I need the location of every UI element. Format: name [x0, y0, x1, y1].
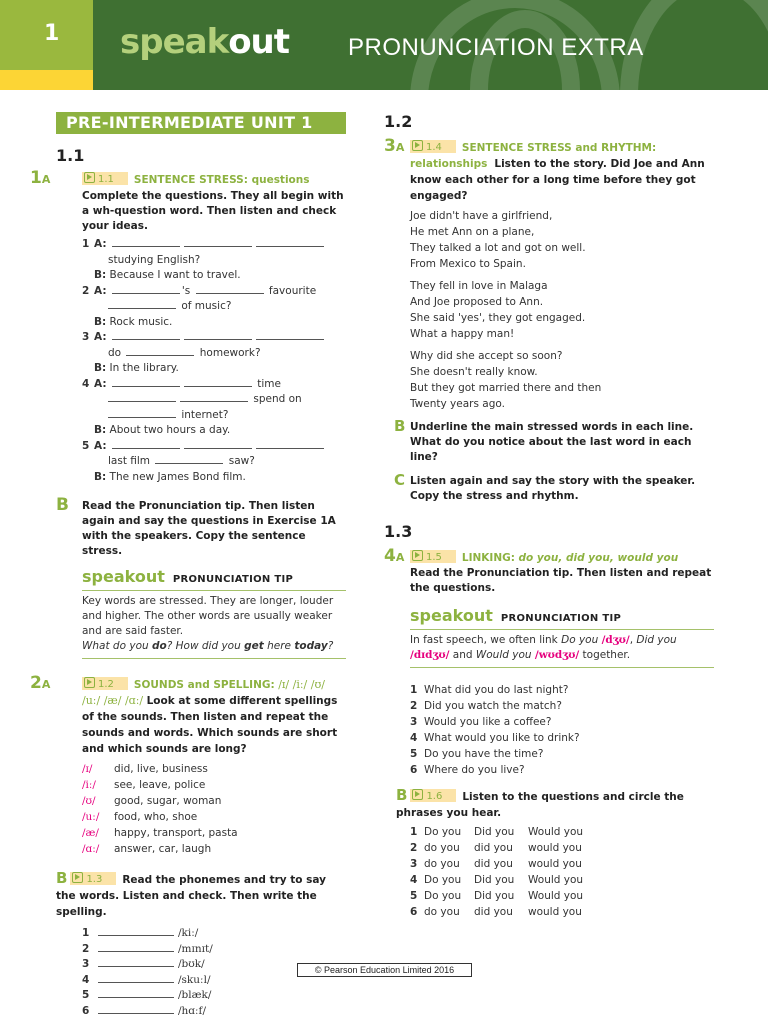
answer-blank[interactable]	[112, 330, 180, 340]
instruction: Read the phonemes and try to say the words. Listen and check. Then write the spelling.	[56, 874, 326, 918]
ex-letter: A	[42, 678, 51, 691]
item-number: 2	[410, 840, 424, 856]
phrase-option[interactable]: would you	[528, 842, 582, 854]
poem-line: Twenty years ago.	[410, 396, 714, 412]
phoneme: /uː/	[82, 809, 114, 825]
question-item	[410, 730, 714, 746]
questions-list	[410, 682, 714, 778]
b-label: B:	[94, 424, 106, 436]
example-words: answer, car, laugh	[114, 843, 211, 855]
tip-header	[410, 608, 714, 630]
phrase-option[interactable]: do you	[424, 840, 474, 856]
item-number: 4	[82, 377, 94, 393]
answer-text: The new James Bond film.	[110, 471, 246, 483]
spelling-blank[interactable]	[98, 988, 174, 998]
play-icon	[412, 550, 423, 561]
answer-blank[interactable]	[184, 330, 252, 340]
stanza	[410, 348, 714, 412]
item-number: 1	[410, 682, 424, 698]
question-item	[82, 439, 346, 455]
exercise-heading: relationships	[410, 158, 487, 170]
poem-line: They fell in love in Malaga	[410, 278, 714, 294]
question-text: do	[108, 347, 121, 359]
instruction: Read the Pronunciation tip. Then listen again and say the questions in Exercise 1A with the speakers. Copy the sentence stress.	[82, 499, 346, 559]
question-text: Would you like a coffee?	[424, 716, 551, 728]
tip-ipa: /wʊdʒʊ/	[535, 649, 579, 661]
poem-line: What a happy man!	[410, 326, 714, 342]
answer-blank[interactable]	[108, 408, 176, 418]
question-text: What would you like to drink?	[424, 732, 580, 744]
exercise-heading-block	[396, 788, 714, 821]
answer-blank[interactable]	[108, 392, 176, 402]
exercise-letter: B	[396, 786, 407, 804]
item-number: 4	[410, 730, 424, 746]
unit-tab-stripe	[0, 70, 93, 90]
item-number: 6	[82, 1004, 98, 1019]
play-icon	[412, 789, 423, 800]
play-icon	[84, 172, 95, 183]
sound-row	[82, 777, 346, 793]
phoneme: /skuːl/	[178, 974, 210, 986]
exercise-1b	[56, 499, 346, 659]
item-number: 3	[82, 330, 94, 346]
spelling-blank[interactable]	[98, 942, 174, 952]
exercise-4a	[384, 550, 714, 778]
exercise-heading: SOUNDS and SPELLING:	[134, 679, 275, 691]
item-number: 6	[410, 904, 424, 920]
tip-ipa: /dʒʊ/	[602, 634, 630, 646]
exercise-2b	[56, 871, 346, 1019]
track-number: 1.3	[86, 874, 102, 885]
exercise-number	[30, 675, 50, 693]
question-item	[410, 682, 714, 698]
instruction: Complete the questions. They all begin with a wh-question word. Then listen and check your ideas.	[82, 189, 346, 234]
tip-body	[410, 630, 714, 668]
b-label: B:	[94, 362, 106, 374]
tip-text: Key words are stressed. They are longer, louder and higher. The other words are usually weaker and are said faster.	[82, 594, 346, 639]
spelling-blank[interactable]	[98, 1004, 174, 1014]
a-label: A:	[94, 285, 107, 297]
section-heading: 1.2	[384, 114, 714, 130]
speakout-logo	[120, 34, 289, 50]
question-line	[82, 299, 346, 315]
answer-text: About two hours a day.	[110, 424, 231, 436]
phrase-row	[410, 888, 714, 904]
a-label: A:	[94, 238, 107, 250]
answer-blank[interactable]	[108, 299, 176, 309]
exercise-heading: LINKING:	[462, 552, 515, 564]
tip-phrase: Would you	[476, 649, 532, 661]
audio-track-button[interactable]	[70, 872, 116, 885]
exercise-heading: SENTENCE STRESS: questions	[134, 174, 310, 186]
tip-title: PRONUNCIATION TIP	[501, 611, 621, 627]
phrase-option[interactable]: would you	[528, 858, 582, 870]
phoneme-item	[82, 926, 346, 942]
b-label: B:	[94, 316, 106, 328]
track-number: 1.1	[98, 174, 114, 185]
phrase-option[interactable]: Did you	[474, 872, 528, 888]
play-icon	[412, 140, 423, 151]
speakout-logo: speakout	[410, 608, 493, 624]
answer-blank[interactable]	[184, 237, 252, 247]
b-label: B:	[94, 471, 106, 483]
stressed-word: do	[152, 640, 167, 652]
play-icon	[84, 677, 95, 688]
example-text: ?	[328, 640, 334, 652]
poem-line: And Joe proposed to Ann.	[410, 294, 714, 310]
answer-blank[interactable]	[196, 284, 264, 294]
question-item	[82, 237, 346, 253]
exercise-4b	[384, 788, 714, 920]
item-number: 5	[410, 746, 424, 762]
item-number: 6	[410, 762, 424, 778]
item-number: 3	[410, 856, 424, 872]
story-poem	[410, 208, 714, 412]
speakout-logo: speakout	[82, 569, 165, 585]
exercise-heading-italic: do you, did you, would you	[518, 552, 678, 564]
question-item	[410, 762, 714, 778]
a-label: A:	[94, 378, 107, 390]
answer-line	[82, 315, 346, 331]
question-item	[410, 698, 714, 714]
phrase-option[interactable]: do you	[424, 904, 474, 920]
question-text: studying English?	[82, 253, 346, 269]
poem-line: She said 'yes', they got engaged.	[410, 310, 714, 326]
exercise-heading-block	[410, 140, 714, 204]
answer-text: Because I want to travel.	[110, 269, 241, 281]
example-words: happy, transport, pasta	[114, 827, 238, 839]
audio-track-button[interactable]	[82, 677, 128, 690]
right-column	[384, 112, 714, 920]
ex-num: 2	[30, 673, 42, 693]
phoneme-item	[82, 1004, 346, 1019]
tip-text: ,	[630, 634, 637, 646]
question-text: Did you watch the match?	[424, 700, 562, 712]
answer-blank[interactable]	[184, 377, 252, 387]
question-text: of music?	[181, 300, 231, 312]
unit-bar: PRE-INTERMEDIATE UNIT 1	[56, 112, 346, 134]
question-text: What did you do last night?	[424, 684, 568, 696]
phoneme: /blæk/	[178, 989, 211, 1001]
item-number: 2	[82, 284, 94, 300]
audio-track-button[interactable]	[410, 789, 456, 802]
ex-num: 3	[384, 136, 396, 156]
phrase-grid	[410, 824, 714, 920]
audio-track-button[interactable]	[82, 172, 128, 185]
answer-blank[interactable]	[180, 392, 248, 402]
answer-line	[82, 470, 346, 486]
question-text: spend on	[253, 393, 301, 405]
item-number: 5	[410, 888, 424, 904]
question-text: saw?	[229, 455, 255, 467]
question-text: Where do you live?	[424, 764, 525, 776]
item-number: 2	[410, 698, 424, 714]
section-heading: 1.3	[384, 524, 714, 540]
sounds-list	[82, 761, 346, 857]
phrase-row	[410, 840, 714, 856]
answer-blank[interactable]	[256, 330, 324, 340]
spelling-blank[interactable]	[98, 926, 174, 936]
phoneme: /kiː/	[178, 927, 198, 939]
example-words: did, live, business	[114, 763, 208, 775]
ex-letter: A	[396, 141, 405, 154]
section-heading: 1.1	[56, 148, 346, 164]
heading-ipa: /ɪ/ /iː/ /ʊ/ /uː/ /æ/ /ɑː/	[82, 678, 325, 707]
phrase-row	[410, 872, 714, 888]
tip-example	[82, 639, 346, 654]
ex-letter: A	[396, 551, 405, 564]
ex-letter: A	[42, 173, 51, 186]
question-line	[82, 454, 346, 470]
phrase-option[interactable]: Would you	[528, 826, 583, 838]
exercise-letter: B	[56, 497, 69, 513]
question-line	[82, 408, 346, 424]
phoneme: /iː/	[82, 777, 114, 793]
answer-blank[interactable]	[256, 237, 324, 247]
item-number: 5	[82, 439, 94, 455]
answer-blank[interactable]	[126, 346, 194, 356]
exercise-3b	[384, 420, 714, 465]
phoneme: /bʊk/	[178, 958, 205, 970]
phrase-row	[410, 856, 714, 872]
instruction: Read the Pronunciation tip. Then listen and repeat the questions.	[410, 566, 714, 596]
poem-line: She doesn't really know.	[410, 364, 714, 380]
phrase-option[interactable]: would you	[528, 906, 582, 918]
exercise-number	[30, 170, 50, 188]
answer-blank[interactable]	[155, 454, 223, 464]
question-text: Do you have the time?	[424, 748, 543, 760]
track-number: 1.6	[426, 791, 442, 802]
item-number: 5	[82, 988, 98, 1004]
question-text: time	[257, 378, 281, 390]
phrase-option[interactable]: Would you	[528, 874, 583, 886]
answer-blank[interactable]	[256, 439, 324, 449]
item-number: 1	[410, 824, 424, 840]
instruction: Listen to the story. Did Joe and Ann know each other for a long time before they got engaged?	[410, 158, 705, 202]
logo-prefix: speak	[120, 22, 228, 62]
phrase-row	[410, 904, 714, 920]
question-text: 's	[182, 285, 190, 297]
instruction: Look at some different spellings of the sounds. Then listen and repeat the sounds and words. Which sounds are short and which sounds are long?	[82, 695, 337, 755]
tip-header	[82, 569, 346, 591]
answer-blank[interactable]	[112, 377, 180, 387]
poem-line: Joe didn't have a girlfriend,	[410, 208, 714, 224]
sound-row	[82, 825, 346, 841]
page-header	[0, 0, 768, 90]
question-item	[82, 377, 346, 393]
phrase-option[interactable]: Did you	[474, 824, 528, 840]
copyright-footer: © Pearson Education Limited 2016	[297, 963, 472, 977]
instruction: Underline the main stressed words in each line. What do you notice about the last word in each line?	[410, 420, 714, 465]
exercise-heading-block	[410, 550, 714, 566]
item-number: 3	[410, 714, 424, 730]
phrase-option[interactable]: Did you	[474, 888, 528, 904]
track-number: 1.2	[98, 679, 114, 690]
example-text: What do you	[82, 640, 152, 652]
question-item	[82, 284, 346, 300]
example-words: good, sugar, woman	[114, 795, 221, 807]
tip-body	[82, 591, 346, 659]
instruction: Listen to the questions and circle the phrases you hear.	[396, 791, 684, 819]
phrase-row	[410, 824, 714, 840]
question-item	[410, 746, 714, 762]
a-label: A:	[94, 440, 107, 452]
b-label: B:	[94, 269, 106, 281]
sound-row	[82, 793, 346, 809]
poem-line: They talked a lot and got on well.	[410, 240, 714, 256]
exercise-3a	[384, 140, 714, 412]
item-number: 3	[82, 957, 98, 973]
exercise-letter: B	[56, 869, 67, 887]
track-number: 1.5	[426, 552, 442, 563]
pronunciation-tip	[410, 608, 714, 668]
sound-row	[82, 841, 346, 857]
example-words: see, leave, police	[114, 779, 205, 791]
audio-track-button[interactable]	[410, 550, 456, 563]
a-label: A:	[94, 331, 107, 343]
exercise-letter: B	[394, 418, 405, 434]
logo-suffix: out	[228, 22, 289, 62]
poem-line: But they got married there and then	[410, 380, 714, 396]
example-text: here	[264, 640, 295, 652]
answer-blank[interactable]	[112, 237, 180, 247]
sound-row	[82, 809, 346, 825]
ex-num: 4	[384, 546, 396, 566]
question-line	[82, 346, 346, 362]
exercise-number	[384, 138, 404, 156]
tip-ipa: /dɪdʒʊ/	[410, 649, 449, 661]
phrase-option[interactable]: Would you	[528, 890, 583, 902]
ex-num: 1	[30, 168, 42, 188]
question-item	[410, 714, 714, 730]
stressed-word: get	[244, 640, 264, 652]
unit-number: 1	[44, 26, 59, 42]
answer-line	[82, 423, 346, 439]
tip-title: PRONUNCIATION TIP	[173, 572, 293, 588]
left-column	[56, 112, 346, 1019]
example-words: food, who, shoe	[114, 811, 197, 823]
item-number: 4	[410, 872, 424, 888]
phrase-option[interactable]: Do you	[424, 824, 474, 840]
spelling-blank[interactable]	[98, 973, 174, 983]
phoneme-item	[82, 942, 346, 958]
track-number: 1.4	[426, 142, 442, 153]
exercise-3c	[384, 474, 714, 504]
item-number: 1	[82, 926, 98, 942]
phrase-option[interactable]: did you	[474, 904, 528, 920]
poem-line: From Mexico to Spain.	[410, 256, 714, 272]
answer-blank[interactable]	[112, 439, 180, 449]
phoneme: /æ/	[82, 825, 114, 841]
item-number: 1	[82, 237, 94, 253]
question-text: favourite	[269, 285, 316, 297]
phrase-option[interactable]: Do you	[424, 888, 474, 904]
pronunciation-tip	[82, 569, 346, 659]
phrase-option[interactable]: do you	[424, 856, 474, 872]
page-title: PRONUNCIATION EXTRA	[348, 40, 644, 56]
exercise-1a	[56, 172, 346, 485]
poem-line: Why did she accept so soon?	[410, 348, 714, 364]
answer-line	[82, 361, 346, 377]
item-number: 4	[82, 973, 98, 989]
question-list	[82, 237, 346, 485]
phrase-option[interactable]: Do you	[424, 872, 474, 888]
spelling-blank[interactable]	[98, 957, 174, 967]
tip-phrase: Do you	[561, 634, 598, 646]
phoneme-item	[82, 988, 346, 1004]
question-item	[82, 330, 346, 346]
phoneme: /mɪnɪt/	[178, 943, 213, 955]
phrase-option[interactable]: did you	[474, 840, 528, 856]
question-line	[82, 392, 346, 408]
exercise-heading-block	[82, 677, 346, 757]
phoneme: /ɪ/	[82, 761, 114, 777]
exercise-heading-block	[56, 871, 346, 920]
question-text: last film	[108, 455, 150, 467]
tip-text: together.	[579, 649, 630, 661]
tip-phrase: Did you	[636, 634, 676, 646]
example-text: ? How did you	[167, 640, 244, 652]
exercise-letter: C	[394, 472, 405, 488]
answer-text: Rock music.	[110, 316, 173, 328]
question-text: homework?	[200, 347, 261, 359]
phoneme: /ʊ/	[82, 793, 114, 809]
instruction: Listen again and say the story with the speaker. Copy the stress and rhythm.	[410, 474, 714, 504]
answer-blank[interactable]	[184, 439, 252, 449]
audio-track-button[interactable]	[410, 140, 456, 153]
tip-text: In fast speech, we often link	[410, 634, 561, 646]
phrase-option[interactable]: did you	[474, 856, 528, 872]
stanza	[410, 278, 714, 342]
play-icon	[72, 872, 83, 883]
item-number: 2	[82, 942, 98, 958]
exercise-2a	[56, 677, 346, 857]
answer-blank[interactable]	[112, 284, 180, 294]
answer-text: In the library.	[110, 362, 179, 374]
poem-line: He met Ann on a plane,	[410, 224, 714, 240]
question-text: internet?	[181, 409, 228, 421]
phoneme: /ɑː/	[82, 841, 114, 857]
stanza	[410, 208, 714, 272]
exercise-heading: SENTENCE STRESS and RHYTHM:	[462, 142, 656, 154]
answer-line	[82, 268, 346, 284]
stressed-word: today	[294, 640, 327, 652]
sound-row	[82, 761, 346, 777]
tip-text: and	[449, 649, 475, 661]
exercise-number	[384, 548, 404, 566]
phoneme: /hɑːf/	[178, 1005, 206, 1017]
